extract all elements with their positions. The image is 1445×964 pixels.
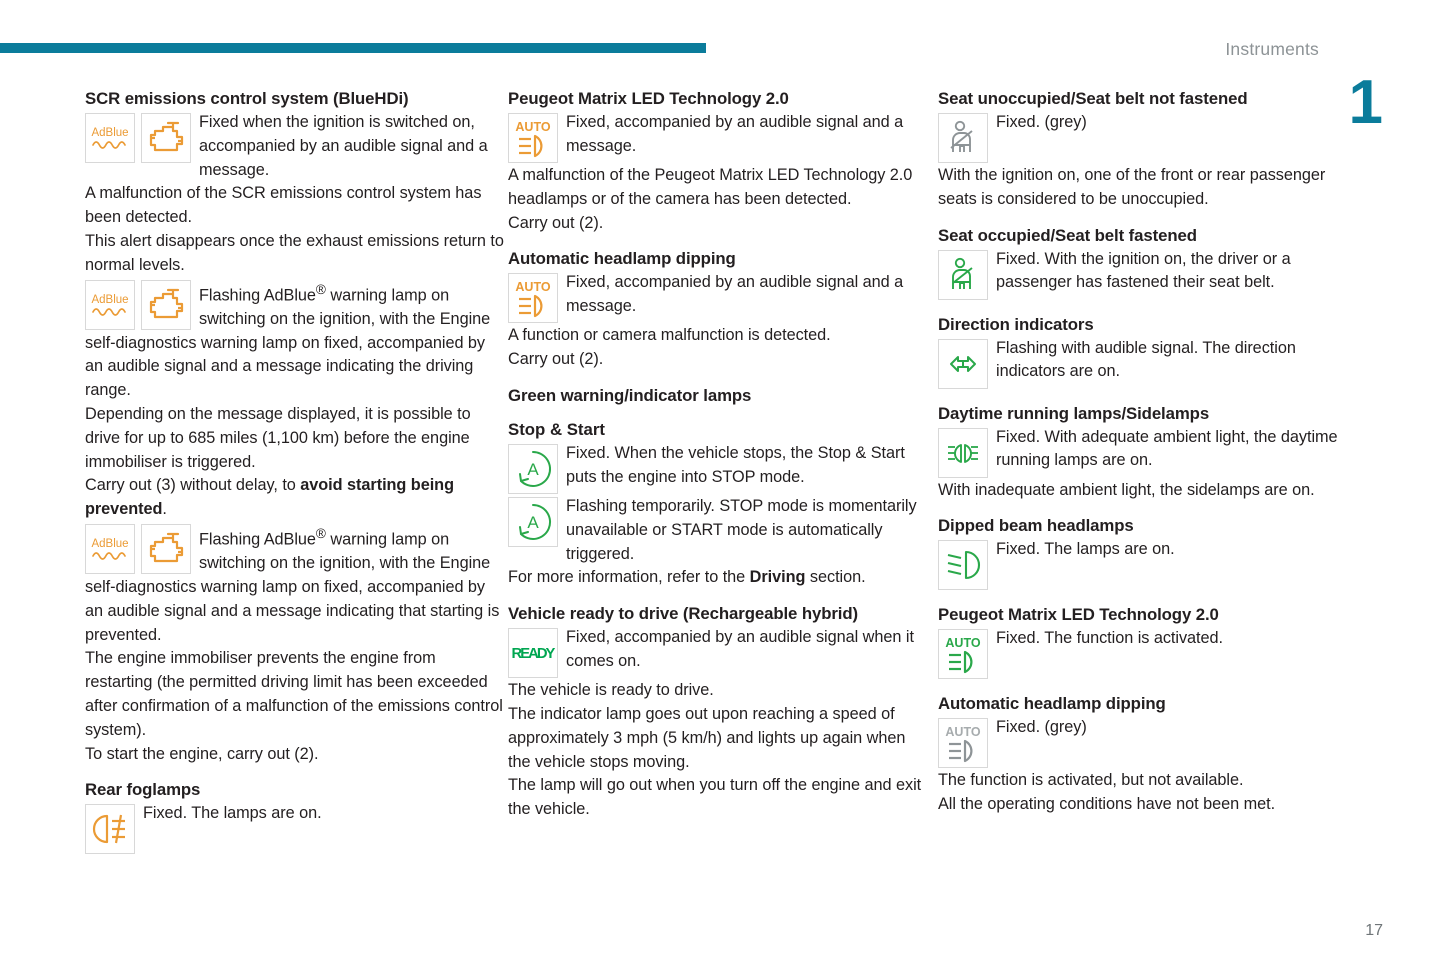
section-heading: SCR emissions control system (BlueHDi) [85, 89, 409, 108]
section-heading: Seat unoccupied/Seat belt not fastened [938, 89, 1248, 108]
dipped-beam-icon [938, 540, 988, 590]
indicator-entry [938, 337, 1358, 390]
entry-text: Fixed. When the vehicle stops, the Stop & Start puts the engine into STOP mode. [566, 443, 905, 486]
icon-group [85, 524, 191, 574]
section-heading: Green warning/indicator lamps [508, 385, 752, 405]
entry-text: Fixed. The function is activated. [996, 629, 1224, 648]
indicator-entry [508, 111, 928, 164]
column-2 [508, 88, 928, 918]
indicator-entry [508, 495, 928, 566]
icon-group [508, 273, 558, 323]
indicator-entry [508, 271, 928, 324]
body-paragraph: Carry out (2). [508, 350, 604, 369]
entry-text: Fixed, accompanied by an audible signal and a message. [566, 273, 904, 316]
body-paragraph: To start the engine, carry out (2). [85, 744, 319, 763]
icon-group [85, 804, 135, 854]
content-columns [85, 88, 1363, 918]
direction-indicator-icon [938, 339, 988, 389]
indicator-entry [85, 111, 505, 182]
icon-group [938, 718, 988, 768]
icon-group [938, 113, 988, 163]
engine-icon [141, 280, 191, 330]
indicator-entry [938, 426, 1358, 479]
indicator-entry [938, 248, 1358, 301]
body-paragraph: A function or camera malfunction is detected. [508, 326, 831, 345]
icon-group [508, 628, 558, 678]
body-paragraph: The indicator lamp goes out upon reaching a speed of approximately 3 mph (5 km/h) and lights up again when the vehicle stops moving. [508, 704, 906, 771]
entry-text: Flashing AdBlue® warning lamp on switching on the ignition, with the Engine self-diagnostics warning lamp on fixed, accompanied by an audible signal and a message indicating that starting is prevented. [85, 525, 500, 644]
entry-text: Fixed. The lamps are on. [143, 804, 322, 823]
page-number: 17 [1365, 922, 1383, 939]
auto-headlamp-grey-icon [938, 718, 988, 768]
entry-text: Flashing with audible signal. The direction indicators are on. [996, 338, 1296, 381]
section-heading: Rear foglamps [85, 780, 201, 800]
ready-icon [508, 628, 558, 678]
indicator-entry [508, 626, 928, 679]
body-paragraph: A malfunction of the Peugeot Matrix LED Technology 2.0 headlamps or of the camera has been detected. [508, 166, 913, 208]
svg-text:AdBlue: AdBlue [91, 537, 129, 550]
seatbelt-unfastened-icon [938, 113, 988, 163]
daytime-running-lamp-icon [938, 428, 988, 478]
column-1 [85, 88, 505, 918]
adblue-icon [85, 113, 135, 163]
icon-group [938, 428, 988, 478]
rear-foglamp-icon [85, 804, 135, 854]
icon-group [85, 113, 191, 163]
body-paragraph: The lamp will go out when you turn off the engine and exit the vehicle. [508, 776, 922, 819]
entry-text: Fixed. The lamps are on. [996, 540, 1175, 559]
entry-text: Fixed. With adequate ambient light, the daytime running lamps are on. [996, 427, 1338, 470]
entry-text: Fixed, accompanied by an audible signal when it comes on. [566, 628, 914, 670]
stop-start-icon [508, 497, 558, 547]
body-paragraph: A malfunction of the SCR emissions control system has been detected. [85, 184, 482, 227]
entry-text: Flashing temporarily. STOP mode is momentarily unavailable or START mode is automatically triggered. [566, 496, 917, 563]
indicator-entry [938, 716, 1358, 769]
svg-text:A: A [527, 512, 539, 532]
icon-group [85, 280, 191, 330]
auto-headlamp-green-icon [938, 629, 988, 679]
indicator-entry [938, 111, 1358, 164]
body-paragraph: Depending on the message displayed, it is possible to drive for up to 685 miles (1,100 km) before the engine immobiliser is triggered. [85, 404, 471, 471]
entry-text: Fixed. With the ignition on, the driver or a passenger has fastened their seat belt. [996, 249, 1291, 292]
entry-text: Fixed. (grey) [996, 113, 1087, 131]
entry-text: Flashing AdBlue® warning lamp on switching on the ignition, with the Engine self-diagnostics warning lamp on fixed, accompanied by an audible signal and a message indicating the driving range. [85, 281, 491, 400]
indicator-entry [85, 522, 505, 647]
indicator-entry [508, 442, 928, 495]
section-heading: Stop & Start [508, 419, 605, 439]
body-paragraph: The vehicle is ready to drive. [508, 681, 714, 700]
entry-text: Fixed, accompanied by an audible signal and a message. [566, 113, 904, 155]
svg-text:AUTO: AUTO [515, 120, 551, 134]
body-paragraph: Carry out (2). [508, 213, 604, 232]
icon-group [938, 250, 988, 300]
chapter-number-marker: 1 [1348, 68, 1383, 137]
chapter-name: Instruments [1225, 39, 1319, 59]
section-heading: Vehicle ready to drive (Rechargeable hybrid) [508, 604, 858, 624]
icon-group [938, 540, 988, 590]
adblue-icon [85, 280, 135, 330]
svg-text:A: A [527, 459, 539, 479]
section-heading: Peugeot Matrix LED Technology 2.0 [508, 89, 789, 108]
indicator-entry [85, 802, 505, 855]
icon-group [938, 339, 988, 389]
section-heading: Automatic headlamp dipping [938, 694, 1166, 714]
section-heading: Dipped beam headlamps [938, 516, 1134, 536]
engine-icon [141, 524, 191, 574]
entry-text: Fixed. (grey) [996, 718, 1087, 737]
body-paragraph: This alert disappears once the exhaust emissions return to normal levels. [85, 231, 504, 274]
auto-headlamp-orange-icon [508, 273, 558, 323]
body-paragraph: For more information, refer to the Driving section. [508, 568, 866, 587]
body-paragraph: With inadequate ambient light, the sidelamps are on. [938, 480, 1315, 499]
entry-text: Fixed when the ignition is switched on, accompanied by an audible signal and a message. [199, 113, 488, 179]
svg-text:AdBlue: AdBlue [91, 293, 129, 306]
svg-text:AUTO: AUTO [945, 725, 981, 740]
svg-text:AdBlue: AdBlue [91, 127, 129, 139]
engine-icon [141, 113, 191, 163]
stop-start-icon [508, 444, 558, 494]
auto-headlamp-orange-icon [508, 113, 558, 163]
indicator-entry [938, 627, 1358, 680]
adblue-icon [85, 524, 135, 574]
icon-group [508, 113, 558, 163]
section-heading: Seat occupied/Seat belt fastened [938, 225, 1197, 245]
svg-text:AUTO: AUTO [515, 280, 551, 295]
section-heading: Direction indicators [938, 314, 1094, 334]
body-paragraph: The engine immobiliser prevents the engine from restarting (the permitted driving limit has been exceeded after confirmation of a malfunction of the emissions control system). [85, 649, 503, 739]
body-paragraph: Carry out (3) without delay, to avoid starting being prevented. [85, 476, 454, 519]
body-paragraph: With the ignition on, one of the front or rear passenger seats is considered to be unoccupied. [938, 166, 1326, 208]
header-accent-rule [0, 43, 706, 53]
icon-group [938, 629, 988, 679]
icon-group [508, 497, 558, 547]
icon-group [508, 444, 558, 494]
body-paragraph: All the operating conditions have not been met. [938, 795, 1276, 814]
indicator-entry [85, 278, 505, 403]
body-paragraph: The function is activated, but not available. [938, 771, 1244, 790]
section-heading: Automatic headlamp dipping [508, 249, 736, 269]
seatbelt-fastened-icon [938, 250, 988, 300]
svg-text:AUTO: AUTO [945, 636, 981, 651]
section-heading: Daytime running lamps/Sidelamps [938, 403, 1210, 423]
svg-text:READY: READY [511, 646, 556, 663]
column-3 [938, 88, 1358, 918]
section-heading: Peugeot Matrix LED Technology 2.0 [938, 605, 1219, 625]
indicator-entry [938, 538, 1358, 591]
